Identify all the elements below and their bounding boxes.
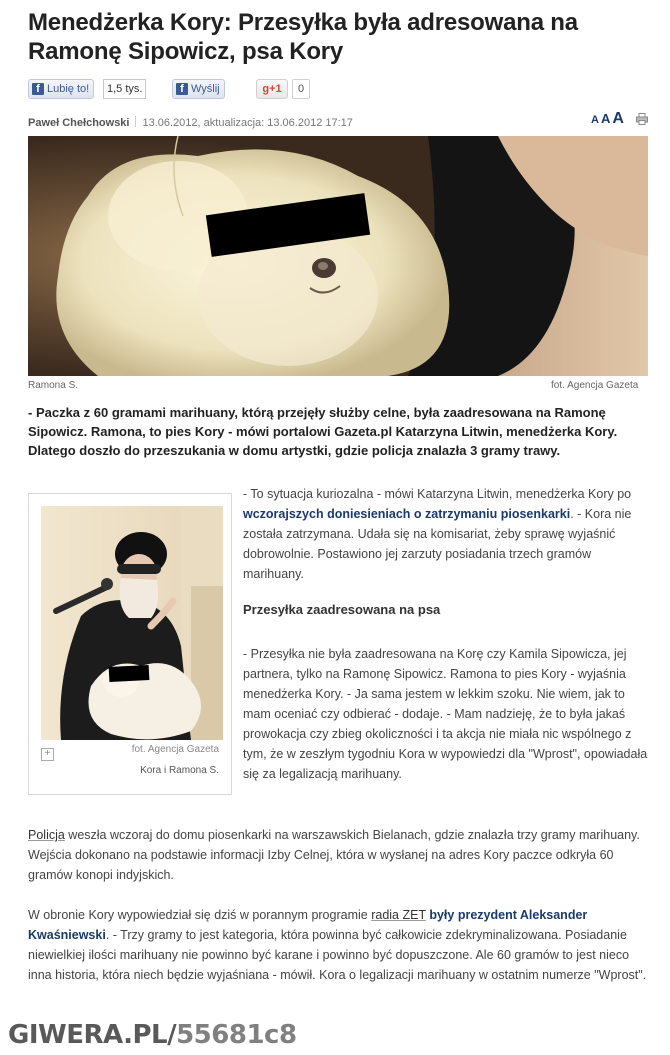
watermark xyxy=(8,1020,297,1050)
photo-sidebox xyxy=(28,493,232,795)
facebook-icon: f xyxy=(176,83,188,95)
subheading: Przesyłka zaadresowana na psa xyxy=(243,602,441,617)
article-lead: - Paczka z 60 gramami marihuany, którą przejęły służby celne, była zaadresowana na Ramonę Sipowicz. Ramona, to pies Kory - mówi portalowi Gazeta.pl Katarzyna Litwin, menedżerka Kory. Dlatego doszło do przeszukania w domu artystki, gdzie policja znalazła 3 gramy trawy. xyxy=(28,405,618,458)
policja-link[interactable]: Policja xyxy=(28,828,65,842)
watermark-code: 55681c8 xyxy=(176,1020,297,1050)
gplus-label: +1 xyxy=(269,83,282,95)
side-photo-credit: fot. Agencja Gazeta xyxy=(131,744,219,755)
main-photo[interactable] xyxy=(28,136,648,376)
font-size-controls xyxy=(591,110,626,128)
facebook-send-button[interactable] xyxy=(172,79,225,99)
facebook-like-button[interactable] xyxy=(28,79,94,99)
side-photo[interactable] xyxy=(41,506,223,740)
paragraph-3 xyxy=(28,825,648,885)
paragraph-3-text: weszła wczoraj do domu piosenkarki na warszawskich Bielanach, gdzie znalazła trzy gramy marihuany. Wejścia dokonano na podstawie informacji Izby Celnej, która w wysłanej na adres Kory paczce odkryła 60 gramów konopi indyjskich. xyxy=(28,828,640,882)
paragraph-1-text: - To sytuacja kuriozalna - mówi Katarzyna Litwin, menedżerka Kory po xyxy=(243,487,632,501)
paragraph-2: - Przesyłka nie była zaadresowana na Korę czy Kamila Sipowicza, jej partnera, tylko na Ramonę Sipowicz. Ramona to pies Kory - wyjaśnia menedżerka Kory. - Ja sama jestem w lekkim szoku. Nie wiem, jak to mam oceniać czy odbierać - dodaje. - Mam nadzieję, że to była jakaś prowokacja czy zbieg okoliczności i ta akcja nie miała nic wspólnego z tym, że w zeszłym tygodniu Kora w wypowiedzi dla "Wprost", opowiadała się za legalizacją marihuany. xyxy=(243,647,648,781)
facebook-icon: f xyxy=(32,83,44,95)
dog-photo-image xyxy=(28,136,648,376)
social-bar xyxy=(28,79,648,101)
send-label: Wyślij xyxy=(191,83,220,95)
kora-photo-image xyxy=(41,506,223,740)
font-size-small-button[interactable]: A xyxy=(591,114,599,126)
side-photo-caption: Kora i Ramona S. xyxy=(140,765,219,776)
related-article-link[interactable]: wczorajszych doniesieniach o zatrzymaniu piosenkarki xyxy=(243,507,571,521)
like-count: 1,5 tys. xyxy=(103,79,146,99)
google-plus-button[interactable] xyxy=(256,79,288,99)
separator xyxy=(135,116,136,127)
main-photo-credit: fot. Agencja Gazeta xyxy=(551,380,639,391)
author-name[interactable]: Paweł Chełchowski xyxy=(28,117,130,129)
article-title: Menedżerka Kory: Przesyłka była adresowana na Ramonę Sipowicz, psa Kory xyxy=(28,9,578,65)
like-label: Lubię to! xyxy=(47,83,90,95)
byline: Paweł Chełchowski 13.06.2012, aktualizacja: 13.06.2012 17:17 xyxy=(28,117,353,129)
gplus-count: 0 xyxy=(292,79,310,99)
radio-zet-link[interactable]: radia ZET xyxy=(371,908,426,922)
main-photo-caption: Ramona S. xyxy=(28,380,79,391)
publish-date: 13.06.2012 xyxy=(142,117,198,129)
font-size-large-button[interactable]: A xyxy=(612,110,624,127)
font-size-medium-button[interactable]: A xyxy=(600,111,611,126)
enlarge-icon[interactable]: + xyxy=(41,748,54,761)
paragraph-1-text-end: . - Kora nie została zatrzymana. Udała się na komisariat, żeby sprawę wyjaśnić dobrowolnie. Postawiono jej zarzuty posiadania trzech gramów marihuany. xyxy=(243,507,632,581)
paragraph-1 xyxy=(243,484,648,584)
paragraph-4 xyxy=(28,905,648,985)
google-plus-icon: g xyxy=(262,83,270,95)
watermark-site: GIWERA.PL/ xyxy=(8,1020,177,1050)
print-icon[interactable] xyxy=(636,113,648,125)
update-date: aktualizacja: 13.06.2012 17:17 xyxy=(203,117,353,129)
paragraph-4-text: W obronie Kory wypowiedział się dziś w porannym programie xyxy=(28,908,372,922)
kwasniewski-link[interactable]: były prezydent Aleksander Kwaśniewski xyxy=(28,908,588,942)
paragraph-4-text-end: . - Trzy gramy to jest kategoria, która powinna być całkowicie zdekryminalizowana. Posiadanie niewielkiej ilości marihuany nie powinno być karane i powinno być dopuszczone. Ale 60 gramów to jest nieco inna historia, która niech będzie wyjaśniana - mówił. Kora o legalizacji marihuany w ostatnim numerze "Wprost". xyxy=(28,928,647,982)
